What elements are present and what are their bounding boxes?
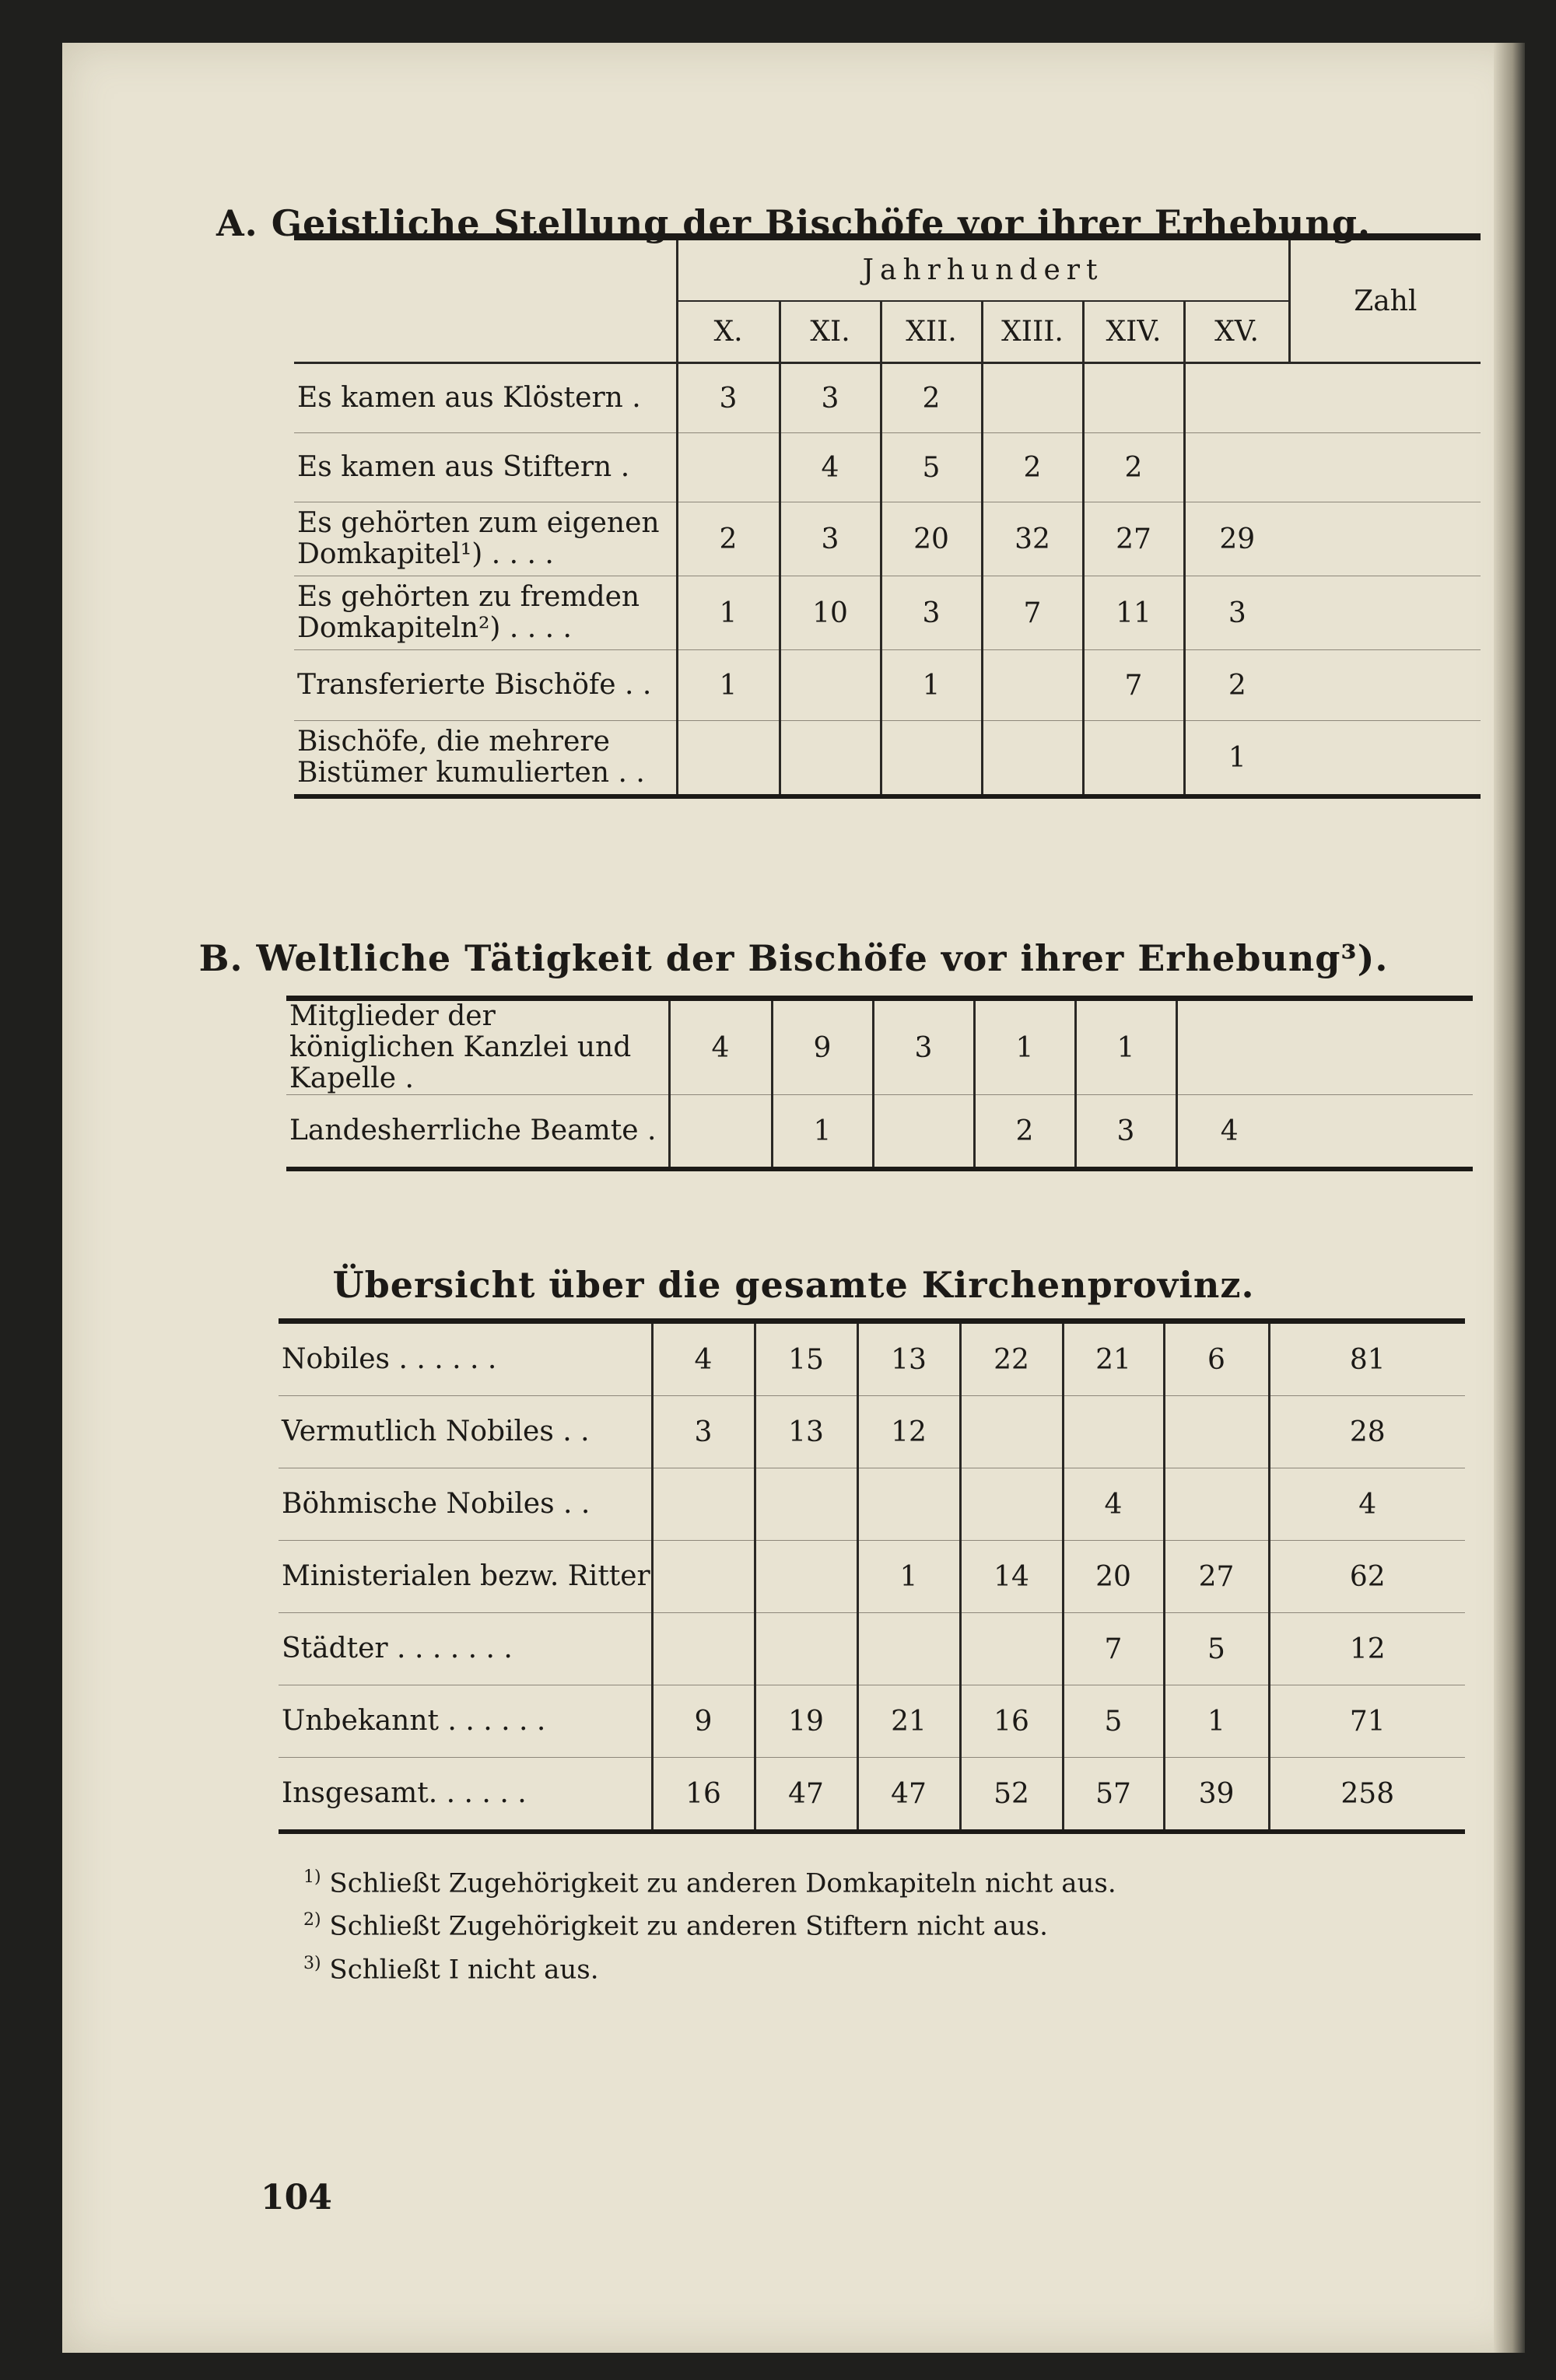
value-cell: 29 xyxy=(1184,502,1289,576)
value-cell: 20 xyxy=(881,502,982,576)
table-row xyxy=(279,1321,1465,1396)
value-cell: 2 xyxy=(677,502,780,576)
value-cell: 32 xyxy=(982,502,1083,576)
total-cell: 62 xyxy=(1269,1541,1465,1613)
section-b-heading: B. Weltliche Tätigkeit der Bischöfe vor ihrer Erhebung³). xyxy=(198,937,1389,979)
footnotes xyxy=(303,1859,1116,1988)
row-label: Insgesamt. . . . . . xyxy=(279,1758,652,1832)
row-label: Unbekannt . . . . . . xyxy=(279,1685,652,1758)
col-header-xi: XI. xyxy=(780,301,881,363)
value-cell xyxy=(982,650,1083,721)
row-label: Es gehörten zu fremden Domkapiteln²) . . . . xyxy=(294,576,677,650)
value-cell: 1 xyxy=(1075,999,1176,1095)
table-row xyxy=(279,1758,1465,1832)
value-cell: 1 xyxy=(1164,1685,1269,1758)
value-cell: 22 xyxy=(960,1321,1063,1396)
row-label: Ministerialen bezw. Ritter xyxy=(279,1541,652,1613)
value-cell: 14 xyxy=(960,1541,1063,1613)
col-header-xiii: XIII. xyxy=(982,301,1083,363)
value-cell: 1 xyxy=(881,650,982,721)
value-cell xyxy=(677,721,780,797)
value-cell xyxy=(1176,999,1281,1095)
table-row xyxy=(294,650,1481,721)
total-cell: 4 xyxy=(1269,1468,1465,1541)
value-cell: 3 xyxy=(780,363,881,433)
value-cell: 1 xyxy=(677,576,780,650)
col-header-xii: XII. xyxy=(881,301,982,363)
value-cell xyxy=(669,1095,772,1170)
col-header-xv: XV. xyxy=(1184,301,1289,363)
value-cell: 6 xyxy=(1164,1321,1269,1396)
value-cell: 16 xyxy=(960,1685,1063,1758)
value-cell: 1 xyxy=(677,650,780,721)
table-row xyxy=(279,1541,1465,1613)
value-cell xyxy=(1164,1468,1269,1541)
value-cell xyxy=(780,650,881,721)
row-label: Es gehörten zum eigenen Domkapitel¹) . . . . xyxy=(294,502,677,576)
value-cell: 13 xyxy=(857,1321,960,1396)
value-cell: 3 xyxy=(1075,1095,1176,1170)
value-cell: 2 xyxy=(974,1095,1075,1170)
value-cell xyxy=(1164,1396,1269,1468)
church-province-overview-table xyxy=(279,1318,1465,1834)
col-header-xiv: XIV. xyxy=(1083,301,1184,363)
value-cell: 12 xyxy=(857,1396,960,1468)
value-cell: 21 xyxy=(1063,1321,1164,1396)
value-cell xyxy=(652,1541,755,1613)
value-cell xyxy=(677,433,780,502)
value-cell: 4 xyxy=(1176,1095,1281,1170)
value-cell: 47 xyxy=(755,1758,857,1832)
value-cell: 11 xyxy=(1083,576,1184,650)
value-cell: 52 xyxy=(960,1758,1063,1832)
col-header-x: X. xyxy=(677,301,780,363)
value-cell: 5 xyxy=(1164,1613,1269,1685)
value-cell: 57 xyxy=(1063,1758,1164,1832)
value-cell xyxy=(780,721,881,797)
value-cell xyxy=(857,1468,960,1541)
value-cell: 13 xyxy=(755,1396,857,1468)
table-row xyxy=(279,1396,1465,1468)
footnote-1: $^{1)}$ Schließt Zugehörigkeit zu anderen Domkapiteln nicht aus. xyxy=(303,1867,1116,1899)
table-row xyxy=(294,502,1481,576)
value-cell: 1 xyxy=(857,1541,960,1613)
value-cell xyxy=(652,1613,755,1685)
value-cell xyxy=(960,1396,1063,1468)
section-a-heading: A. Geistliche Stellung der Bischöfe vor ihrer Erhebung. xyxy=(216,202,1372,244)
value-cell: 5 xyxy=(1063,1685,1164,1758)
total-cell xyxy=(1289,576,1481,650)
table-row xyxy=(294,363,1481,433)
table-row xyxy=(279,1685,1465,1758)
value-cell: 27 xyxy=(1164,1541,1269,1613)
row-label: Vermutlich Nobiles . . xyxy=(279,1396,652,1468)
value-cell xyxy=(1184,363,1289,433)
value-cell xyxy=(982,363,1083,433)
value-cell: 7 xyxy=(1063,1613,1164,1685)
table-row xyxy=(294,576,1481,650)
value-cell: 10 xyxy=(780,576,881,650)
value-cell: 19 xyxy=(755,1685,857,1758)
value-cell xyxy=(755,1468,857,1541)
value-cell: 9 xyxy=(652,1685,755,1758)
value-cell: 3 xyxy=(1184,576,1289,650)
row-label: Mitglieder der königlichen Kanzlei und Kapelle . xyxy=(286,999,669,1095)
value-cell: 15 xyxy=(755,1321,857,1396)
overview-heading: Übersicht über die gesamte Kirchenprovinz. xyxy=(332,1264,1255,1306)
row-label: Landesherrliche Beamte . xyxy=(286,1095,669,1170)
value-cell xyxy=(755,1613,857,1685)
value-cell xyxy=(960,1468,1063,1541)
clerical-status-table xyxy=(294,233,1481,799)
value-cell: 1 xyxy=(974,999,1075,1095)
book-page xyxy=(62,43,1525,2353)
value-cell: 3 xyxy=(780,502,881,576)
table-row xyxy=(279,1613,1465,1685)
page-number: 104 xyxy=(261,2178,332,2217)
value-cell: 4 xyxy=(780,433,881,502)
total-cell xyxy=(1289,502,1481,576)
value-cell xyxy=(1184,433,1289,502)
value-cell xyxy=(982,721,1083,797)
total-cell: 81 xyxy=(1269,1321,1465,1396)
value-cell: 16 xyxy=(652,1758,755,1832)
total-cell: 258 xyxy=(1269,1758,1465,1832)
century-group-header: Jahrhundert xyxy=(677,237,1289,302)
table-row xyxy=(279,1468,1465,1541)
value-cell: 47 xyxy=(857,1758,960,1832)
total-cell: 28 xyxy=(1269,1396,1465,1468)
row-label: Städter . . . . . . . xyxy=(279,1613,652,1685)
total-cell xyxy=(1281,1095,1473,1170)
value-cell: 3 xyxy=(677,363,780,433)
value-cell: 5 xyxy=(881,433,982,502)
total-cell xyxy=(1289,721,1481,797)
book-spine xyxy=(1494,43,1525,2353)
value-cell xyxy=(755,1541,857,1613)
value-cell: 3 xyxy=(873,999,974,1095)
value-cell xyxy=(1063,1396,1164,1468)
row-label: Transferierte Bischöfe . . xyxy=(294,650,677,721)
row-label: Bischöfe, die mehrere Bistümer kumulierten . . xyxy=(294,721,677,797)
value-cell: 9 xyxy=(772,999,873,1095)
value-cell xyxy=(857,1613,960,1685)
value-cell xyxy=(873,1095,974,1170)
value-cell: 2 xyxy=(982,433,1083,502)
value-cell: 2 xyxy=(881,363,982,433)
row-label: Böhmische Nobiles . . xyxy=(279,1468,652,1541)
value-cell: 1 xyxy=(1184,721,1289,797)
value-cell xyxy=(881,721,982,797)
row-label: Es kamen aus Klöstern . xyxy=(294,363,677,433)
footnote-2: $^{2)}$ Schließt Zugehörigkeit zu anderen Stiftern nicht aus. xyxy=(303,1910,1048,1942)
total-cell: 71 xyxy=(1269,1685,1465,1758)
table-row xyxy=(294,721,1481,797)
zahl-header: Zahl xyxy=(1289,237,1481,363)
total-cell: 12 xyxy=(1269,1613,1465,1685)
value-cell: 2 xyxy=(1083,433,1184,502)
value-cell: 1 xyxy=(772,1095,873,1170)
secular-activity-table xyxy=(286,996,1473,1171)
value-cell: 3 xyxy=(652,1396,755,1468)
footnote-3: $^{3)}$ Schließt I nicht aus. xyxy=(303,1953,599,1985)
table-row xyxy=(286,999,1473,1095)
value-cell: 3 xyxy=(881,576,982,650)
value-cell: 7 xyxy=(982,576,1083,650)
total-cell xyxy=(1281,999,1473,1095)
table-row xyxy=(294,433,1481,502)
value-cell: 7 xyxy=(1083,650,1184,721)
table-row xyxy=(286,1095,1473,1170)
row-label: Nobiles . . . . . . xyxy=(279,1321,652,1396)
value-cell xyxy=(1083,721,1184,797)
value-cell: 2 xyxy=(1184,650,1289,721)
value-cell: 27 xyxy=(1083,502,1184,576)
value-cell: 4 xyxy=(669,999,772,1095)
total-cell xyxy=(1289,433,1481,502)
total-cell xyxy=(1289,650,1481,721)
value-cell xyxy=(652,1468,755,1541)
value-cell: 4 xyxy=(652,1321,755,1396)
total-cell xyxy=(1289,363,1481,433)
value-cell xyxy=(960,1613,1063,1685)
value-cell: 4 xyxy=(1063,1468,1164,1541)
value-cell: 39 xyxy=(1164,1758,1269,1832)
value-cell: 20 xyxy=(1063,1541,1164,1613)
value-cell xyxy=(1083,363,1184,433)
value-cell: 21 xyxy=(857,1685,960,1758)
row-label: Es kamen aus Stiftern . xyxy=(294,433,677,502)
